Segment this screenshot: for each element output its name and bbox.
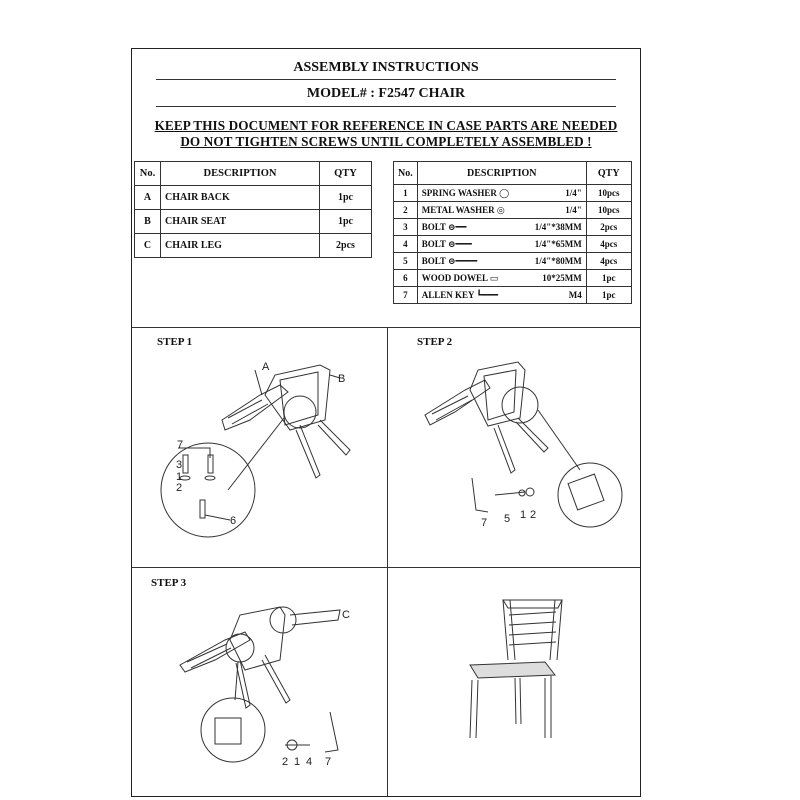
hw-size: 10*25MM	[521, 270, 586, 287]
step-3-diagram	[180, 607, 340, 762]
hw-size: 1/4"*38MM	[521, 219, 586, 236]
hw-desc: BOLT ⊝━━━━	[417, 253, 521, 270]
callout-b: B	[338, 373, 346, 385]
part-no: B	[135, 210, 161, 234]
hw-qty: 4pcs	[586, 236, 631, 253]
callout-7: 7	[325, 756, 332, 768]
step-3-detail-circle	[201, 698, 265, 762]
col-no: No.	[394, 162, 418, 185]
hw-desc: WOOD DOWEL ▭	[417, 270, 521, 287]
callout-3: 3	[176, 459, 183, 471]
step-1-diagram	[161, 365, 350, 537]
bolt-short-icon: ⊝━━	[448, 221, 467, 232]
warning-do-not-tighten: DO NOT TIGHTEN SCREWS UNTIL COMPLETELY ASSEMBLED !	[180, 134, 592, 149]
step-1-title: STEP 1	[157, 336, 193, 348]
bolt-medium-icon: ⊝━━━	[448, 238, 472, 249]
hw-desc: METAL WASHER ◎	[417, 202, 521, 219]
hw-no: 7	[394, 287, 418, 304]
hw-size: 1/4"*80MM	[521, 253, 586, 270]
allen-key-icon	[472, 478, 488, 512]
hw-qty: 10pcs	[586, 185, 631, 202]
allen-key-icon: ┗━━━	[476, 289, 499, 300]
part-desc: CHAIR SEAT	[161, 210, 320, 234]
hw-no: 5	[394, 253, 418, 270]
hw-qty: 2pcs	[586, 219, 631, 236]
callout-c: C	[342, 609, 350, 621]
callout-2: 2	[530, 509, 537, 521]
callout-2: 2	[282, 756, 289, 768]
part-qty: 2pcs	[320, 234, 372, 258]
document-title: ASSEMBLY INSTRUCTIONS	[293, 60, 479, 75]
allen-key-icon	[325, 712, 338, 752]
hw-desc: BOLT ⊝━━━	[417, 236, 521, 253]
wood-dowel-icon: ▭	[489, 272, 499, 283]
model-number: MODEL# : F2547 CHAIR	[306, 86, 466, 101]
assembled-chair-illustration	[470, 600, 562, 738]
warning-keep-document: KEEP THIS DOCUMENT FOR REFERENCE IN CASE PARTS ARE NEEDED	[154, 118, 618, 133]
hw-size: M4	[521, 287, 586, 304]
hw-size: 1/4"*65MM	[521, 236, 586, 253]
hw-no: 3	[394, 219, 418, 236]
callout-1: 1	[520, 509, 527, 521]
step-2-detail-circle	[558, 463, 622, 527]
callout-1: 1	[294, 756, 301, 768]
spring-washer-icon: ◯	[499, 187, 510, 198]
hw-qty: 4pcs	[586, 253, 631, 270]
col-description: DESCRIPTION	[417, 162, 586, 185]
col-qty: QTY	[320, 162, 372, 186]
callout-a: A	[262, 361, 270, 373]
callout-1: 1	[176, 471, 183, 483]
step-2-diagram	[425, 362, 622, 527]
hw-qty: 10pcs	[586, 202, 631, 219]
metal-washer-icon: ◎	[496, 204, 505, 215]
hw-no: 6	[394, 270, 418, 287]
callout-7: 7	[481, 517, 488, 529]
part-no: A	[135, 186, 161, 210]
hw-qty: 1pc	[586, 270, 631, 287]
callout-5: 5	[504, 513, 511, 525]
hw-size: 1/4"	[521, 202, 586, 219]
hw-no: 2	[394, 202, 418, 219]
callout-7: 7	[177, 439, 184, 451]
col-description: DESCRIPTION	[161, 162, 320, 186]
hw-no: 4	[394, 236, 418, 253]
part-qty: 1pc	[320, 186, 372, 210]
bolt-long-icon: ⊝━━━━	[448, 255, 478, 266]
part-qty: 1pc	[320, 210, 372, 234]
part-desc: CHAIR BACK	[161, 186, 320, 210]
callout-6: 6	[230, 515, 237, 527]
step-3-title: STEP 3	[151, 577, 187, 589]
hw-qty: 1pc	[586, 287, 631, 304]
hw-size: 1/4"	[521, 185, 586, 202]
col-no: No.	[135, 162, 161, 186]
part-no: C	[135, 234, 161, 258]
callout-2: 2	[176, 482, 183, 494]
hw-desc: SPRING WASHER ◯	[417, 185, 521, 202]
callout-4: 4	[306, 756, 313, 768]
hw-desc: ALLEN KEY ┗━━━	[417, 287, 521, 304]
hw-no: 1	[394, 185, 418, 202]
col-qty: QTY	[586, 162, 631, 185]
step-2-title: STEP 2	[417, 336, 453, 348]
part-desc: CHAIR LEG	[161, 234, 320, 258]
hw-desc: BOLT ⊝━━	[417, 219, 521, 236]
